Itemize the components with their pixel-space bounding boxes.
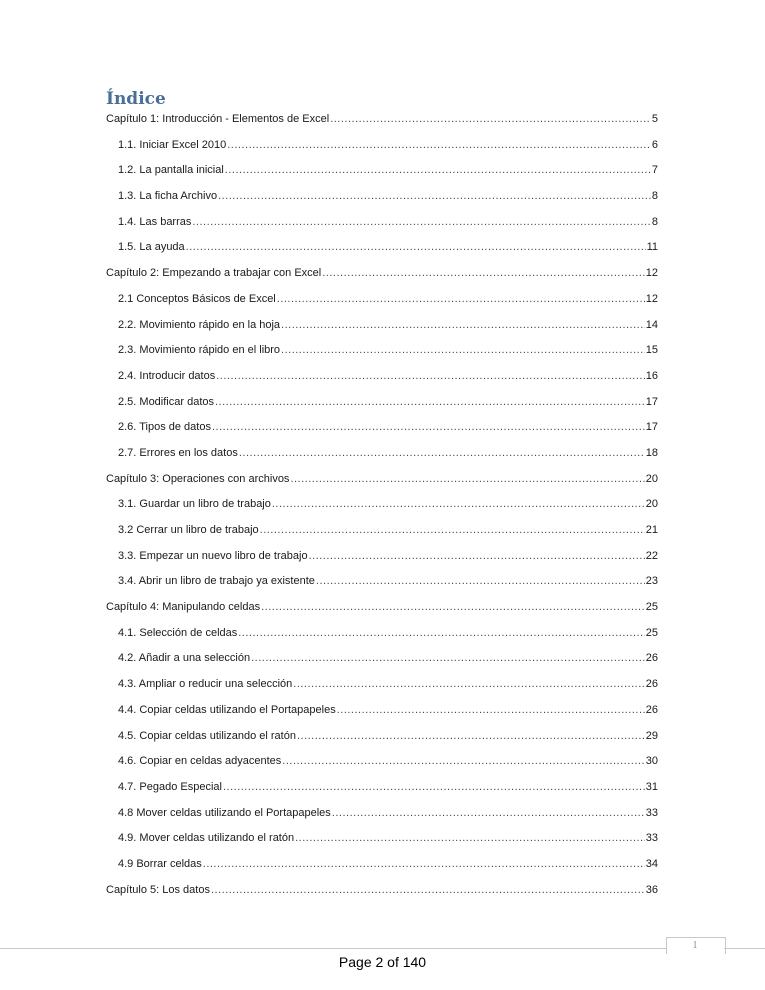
toc-section-entry[interactable] <box>106 752 658 778</box>
toc-section-entry[interactable] <box>106 855 658 881</box>
toc-entry-page: 31 <box>645 780 658 793</box>
toc-dot-leader <box>332 804 645 822</box>
toc-chapter-entry[interactable] <box>106 470 658 496</box>
toc-chapter-entry[interactable] <box>106 264 658 290</box>
toc-section-entry[interactable] <box>106 187 658 213</box>
toc-dot-leader <box>281 316 645 334</box>
toc-dot-leader <box>225 161 651 179</box>
toc-dot-leader <box>238 624 645 642</box>
toc-entry-page: 33 <box>645 806 658 819</box>
toc-entry-label: 4.8 Mover celdas utilizando el Portapapeles <box>118 806 331 819</box>
toc-entry-label: 2.3. Movimiento rápido en el libro <box>118 344 281 357</box>
toc-entry-page: 5 <box>651 113 658 125</box>
toc-entry-label: 2.7. Errores en los datos <box>118 446 238 459</box>
toc-dot-leader <box>290 470 644 488</box>
toc-entry-page: 29 <box>645 729 658 742</box>
toc-chapter-entry[interactable] <box>106 110 658 136</box>
toc-section-entry[interactable] <box>106 778 658 804</box>
toc-dot-leader <box>239 444 645 462</box>
toc-entry-label: 2.2. Movimiento rápido en la hoja <box>118 318 281 331</box>
toc-entry-page: 26 <box>645 703 658 716</box>
toc-entry-label: 4.9 Borrar celdas <box>118 857 202 870</box>
toc-dot-leader <box>215 393 645 411</box>
toc-dot-leader <box>218 187 651 205</box>
toc-dot-leader <box>297 727 645 745</box>
toc-section-entry[interactable] <box>106 495 658 521</box>
toc-dot-leader <box>295 829 645 847</box>
toc-dot-leader <box>322 264 645 282</box>
toc-dot-leader <box>277 290 645 308</box>
toc-entry-label: Capítulo 5: Los datos <box>106 883 210 896</box>
toc-dot-leader <box>192 213 651 231</box>
toc-section-entry[interactable] <box>106 393 658 419</box>
toc-section-entry[interactable] <box>106 316 658 342</box>
toc-entry-label: Capítulo 2: Empezando a trabajar con Excel <box>106 267 322 280</box>
toc-entry-page: 11 <box>646 241 658 254</box>
toc-dot-leader <box>203 855 645 873</box>
toc-dot-leader <box>330 110 651 128</box>
toc-entry-page: 20 <box>645 472 658 485</box>
toc-entry-label: 4.5. Copiar celdas utilizando el ratón <box>118 729 296 742</box>
toc-chapter-entry[interactable] <box>106 598 658 624</box>
toc-entry-label: 3.2 Cerrar un libro de trabajo <box>118 524 259 536</box>
toc-entry-label: 1.5. La ayuda <box>118 241 185 254</box>
toc-section-entry[interactable] <box>106 649 658 675</box>
toc-entry-label: 2.6. Tipos de datos <box>118 421 211 434</box>
toc-title: Índice <box>106 89 166 109</box>
toc-section-entry[interactable] <box>106 290 658 316</box>
toc-section-entry[interactable] <box>106 213 658 239</box>
toc-dot-leader <box>227 136 651 154</box>
toc-dot-leader <box>281 341 645 359</box>
toc-entry-page: 34 <box>645 857 658 870</box>
toc-entry-label: 1.3. La ficha Archivo <box>118 190 218 203</box>
toc-dot-leader <box>282 752 644 770</box>
toc-entry-page: 14 <box>645 318 658 331</box>
toc-entry-page: 30 <box>645 755 658 768</box>
toc-section-entry[interactable] <box>106 136 658 162</box>
toc-dot-leader <box>223 778 645 796</box>
toc-section-entry[interactable] <box>106 829 658 855</box>
toc-entry-page: 25 <box>645 601 658 614</box>
toc-section-entry[interactable] <box>106 238 658 264</box>
toc-dot-leader <box>316 572 645 590</box>
toc-chapter-entry[interactable] <box>106 881 658 907</box>
toc-entry-page: 21 <box>645 524 658 536</box>
toc-entry-page: 26 <box>645 652 658 665</box>
toc-entry-page: 8 <box>651 190 658 203</box>
toc-entry-page: 16 <box>645 369 658 382</box>
toc-entry-label: 2.4. Introducir datos <box>118 369 216 382</box>
toc-section-entry[interactable] <box>106 367 658 393</box>
toc-entry-label: 4.7. Pegado Especial <box>118 780 222 793</box>
toc-entry-page: 23 <box>645 575 658 588</box>
toc-entry-label: 3.4. Abrir un libro de trabajo ya existente <box>118 575 315 588</box>
toc-entry-page: 17 <box>645 421 658 434</box>
toc-entry-page: 12 <box>645 292 658 305</box>
footer-rule-right <box>724 948 765 949</box>
toc-dot-leader <box>261 598 645 616</box>
toc-entry-label: Capítulo 1: Introducción - Elementos de Excel <box>106 113 330 125</box>
toc-dot-leader <box>251 649 645 667</box>
toc-section-entry[interactable] <box>106 624 658 650</box>
toc-entry-label: 4.6. Copiar en celdas adyacentes <box>118 755 282 768</box>
toc-section-entry[interactable] <box>106 161 658 187</box>
toc-section-entry[interactable] <box>106 341 658 367</box>
footer-page-number: 1 <box>692 940 698 951</box>
toc-section-entry[interactable] <box>106 675 658 701</box>
toc-entry-page: 20 <box>645 498 658 511</box>
toc-section-entry[interactable] <box>106 521 658 547</box>
toc-entry-label: 3.1. Guardar un libro de trabajo <box>118 498 271 511</box>
toc-entry-page: 36 <box>645 883 658 896</box>
toc-section-entry[interactable] <box>106 804 658 830</box>
toc-dot-leader <box>309 547 645 565</box>
toc-entry-label: Capítulo 4: Manipulando celdas <box>106 601 261 614</box>
toc-entry-page: 25 <box>645 626 658 639</box>
toc-dot-leader <box>212 418 645 436</box>
toc-dot-leader <box>186 238 646 256</box>
toc-dot-leader <box>216 367 645 385</box>
toc-section-entry[interactable] <box>106 701 658 727</box>
toc-section-entry[interactable] <box>106 418 658 444</box>
toc-section-entry[interactable] <box>106 727 658 753</box>
toc-section-entry[interactable] <box>106 444 658 470</box>
toc-entry-label: 4.4. Copiar celdas utilizando el Portapapeles <box>118 703 336 716</box>
toc-entry-label: Capítulo 3: Operaciones con archivos <box>106 472 290 485</box>
toc-section-entry[interactable] <box>106 547 658 573</box>
toc-entry-label: 2.1 Conceptos Básicos de Excel <box>118 292 276 305</box>
toc-entry-page: 6 <box>651 138 658 151</box>
toc-entry-label: 2.5. Modificar datos <box>118 395 214 408</box>
toc-entry-label: 4.2. Añadir a una selección <box>118 652 251 665</box>
toc-entry-page: 18 <box>645 446 658 459</box>
toc-entry-page: 22 <box>645 549 658 562</box>
toc-entry-label: 1.1. Iniciar Excel 2010 <box>118 138 227 151</box>
footer-rule <box>0 948 666 949</box>
toc-entry-page: 8 <box>651 215 658 228</box>
toc-dot-leader <box>211 881 645 899</box>
toc-entry-label: 4.9. Mover celdas utilizando el ratón <box>118 832 295 845</box>
toc-entry-page: 33 <box>645 832 658 845</box>
toc-entry-page: 17 <box>645 395 658 408</box>
toc-entry-page: 12 <box>645 267 658 280</box>
toc-entry-label: 1.2. La pantalla inicial <box>118 164 224 177</box>
toc-list <box>106 110 658 906</box>
toc-entry-page: 15 <box>645 344 658 357</box>
toc-dot-leader <box>293 675 644 693</box>
toc-entry-label: 4.3. Ampliar o reducir una selección <box>118 678 293 691</box>
toc-dot-leader <box>260 521 645 539</box>
toc-entry-page: 26 <box>645 678 658 691</box>
toc-dot-leader <box>272 495 645 513</box>
toc-dot-leader <box>337 701 645 719</box>
toc-entry-label: 1.4. Las barras <box>118 215 192 228</box>
toc-section-entry[interactable] <box>106 572 658 598</box>
page-indicator: Page 2 of 140 <box>338 954 427 970</box>
toc-entry-page: 7 <box>651 164 658 177</box>
toc-entry-label: 3.3. Empezar un nuevo libro de trabajo <box>118 549 308 562</box>
toc-entry-label: 4.1. Selección de celdas <box>118 626 238 639</box>
